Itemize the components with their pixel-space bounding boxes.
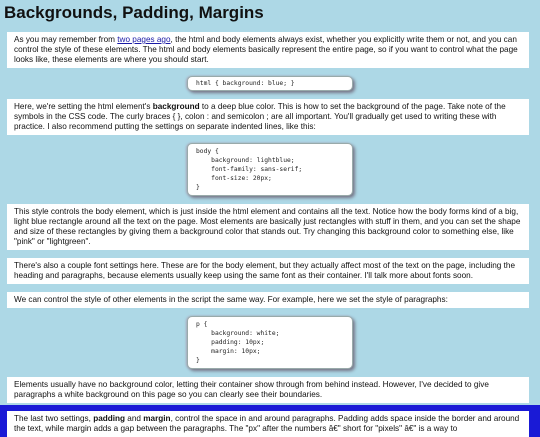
code-block-body: body { background: lightblue; font-family: sans-serif; font-size: 20px; }	[187, 143, 353, 196]
paragraph-body-style: This style controls the body element, which is just inside the html element and contains all the text. Notice how the body forms kind of a big, light blue rectangle around all the text on the page. Most elements are basically just rectangles with stuff in them, and you can set the shape and size of these rectangles by giving them a background color that stands out. Try changing this background color to something else, like "pink" or "lightgreen".	[7, 204, 529, 250]
page-title: Backgrounds, Padding, Margins	[4, 3, 264, 22]
two-pages-ago-link[interactable]: two pages ago	[117, 35, 171, 44]
code-block-html: html { background: blue; }	[187, 76, 353, 91]
paragraph-font-settings: There's also a couple font settings here. These are for the body element, but they actually affect most of the text on the page, including the heading and paragraphs, because elements usually keep using the same font as their container. I'll talk more about fonts soon.	[7, 258, 529, 284]
paragraph-padding-margin: The last two settings, padding and margin, control the space in and around paragraphs. Padding adds space inside the border and around the text, while margin adds a gap between the paragraphs. The "px" after the numbers â€" short for "pixels" â€" is a way to	[7, 411, 529, 437]
paragraph-html-background: Here, we're setting the html element's background to a deep blue color. This is how to set the background of the page. Take note of the symbols in the CSS code. The curly braces { }, colon : and semicolon ; are all important. You'll gradually get used to writing these with practice. I also recommend putting the settings on separate indented lines, like this:	[7, 99, 529, 135]
code-block-p: p { background: white; padding: 10px; margin: 10px; }	[187, 316, 353, 369]
paragraph-intro: As you may remember from two pages ago, the html and body elements always exist, whether you explicitly write them or not, and you can control the style of these elements. The html and body elements basically represent the entire page, so if you want to control what the page looks like, these elements are where you should start.	[7, 32, 529, 68]
paragraph-other-elements: We can control the style of other elements in the script the same way. For example, here we set the style of paragraphs:	[7, 292, 529, 308]
paragraph-background-color: Elements usually have no background color, letting their container show through from behind instead. However, I've decided to give paragraphs a white background on this page so you can clearly see their boundaries.	[7, 377, 529, 403]
